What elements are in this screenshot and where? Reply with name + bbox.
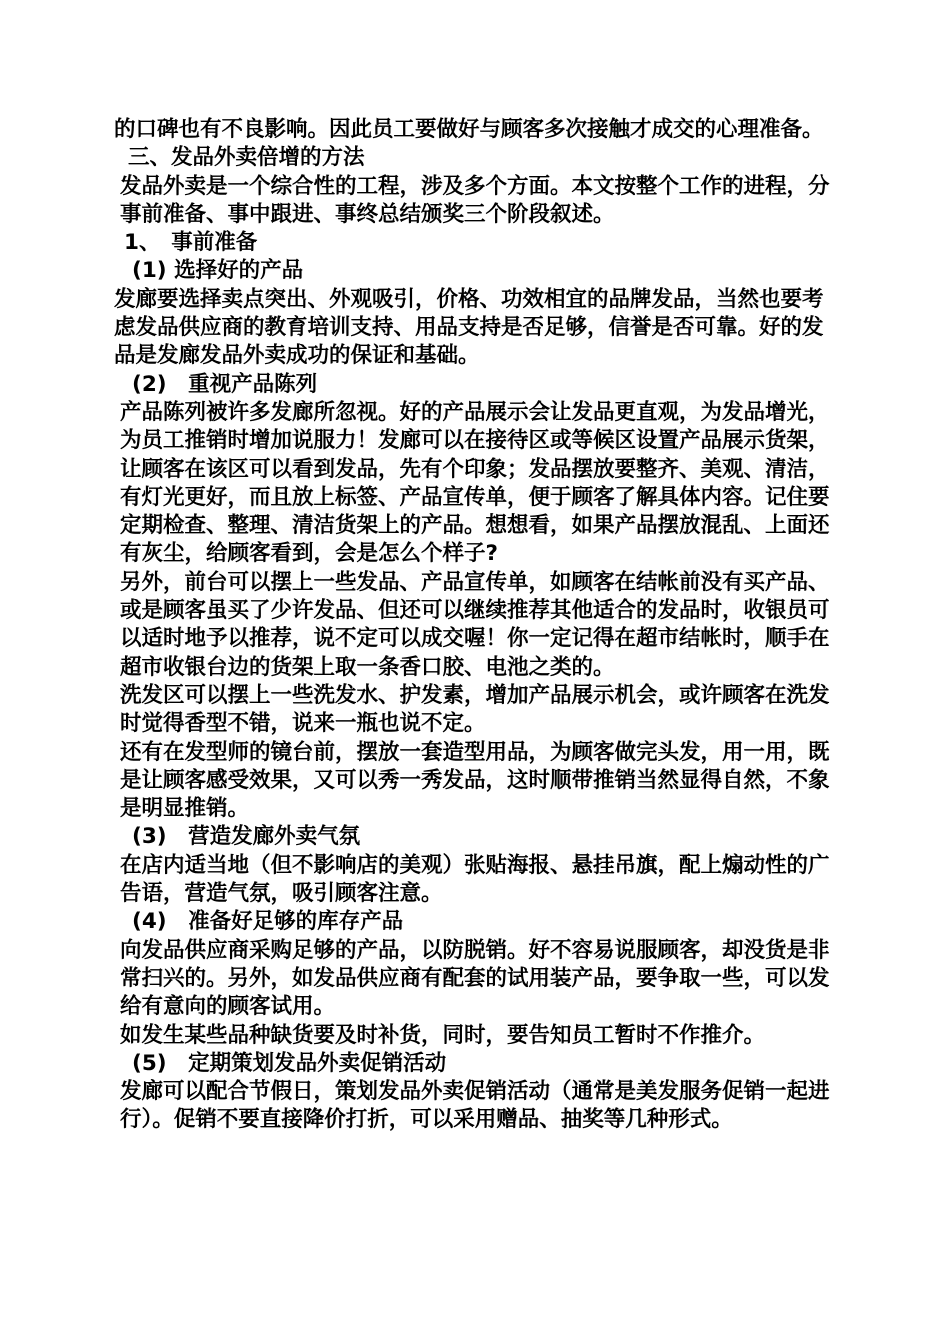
subheading-preparation: 1、 事前准备 [124, 230, 258, 256]
paragraph-mirror-station: 还有在发型师的镜台前，摆放一套造型用品，为顾客做完头发，用一用，既是让顾客感受效果，又可以秀一秀发品，这时顺带推销当然显得自然，不象是明显推销。 [120, 739, 830, 822]
item-heading-3: (3) 营造发廊外卖气氛 [132, 824, 361, 850]
section-heading-three: 三、发品外卖倍增的方法 [128, 145, 365, 171]
paragraph-atmosphere: 在店内适当地（但不影响店的美观）张贴海报、悬挂吊旗，配上煽动性的广告语，营造气氛，吸引顾客注意。 [120, 852, 830, 907]
paragraph-continuation: 的口碑也有不良影响。因此员工要做好与顾客多次接触才成交的心理准备。 [114, 117, 824, 142]
paragraph-promotion: 发廊可以配合节假日，策划发品外卖促销活动（通常是美发服务促销一起进行）。促销不要直接降价打折，可以采用赠品、抽奖等几种形式。 [120, 1079, 830, 1133]
paragraph-wash-area: 洗发区可以摆上一些洗发水、护发素，增加产品展示机会，或许顾客在洗发时觉得香型不错，说来一瓶也说不定。 [120, 682, 830, 737]
paragraph-front-desk: 另外，前台可以摆上一些发品、产品宣传单，如顾客在结帐前没有买产品、或是顾客虽买了少许发品、但还可以继续推荐其他适合的发品时，收银员可以适时地予以推荐，说不定可以成交喔！你一定记得在超市结帐时，顺手在超市收银台边的货架上取一条香口胶、电池之类的。 [120, 569, 830, 680]
item-heading-5: (5) 定期策划发品外卖促销活动 [132, 1050, 447, 1076]
paragraph-restock: 如发生某些品种缺货要及时补货，同时，要告知员工暂时不作推介。 [120, 1022, 766, 1048]
paragraph-product-choice: 发廊要选择卖点突出、外观吸引，价格、功效相宜的品牌发品，当然也要考虑发品供应商的教育培训支持、用品支持是否足够，信誉是否可靠。好的发品是发廊发品外卖成功的保证和基础。 [114, 286, 824, 369]
item-heading-4: (4) 准备好足够的库存产品 [132, 909, 404, 935]
document-page [114, 116, 839, 1135]
paragraph-display: 产品陈列被许多发廊所忽视。好的产品展示会让发品更直观，为发品增光，为员工推销时增加说服力！发廊可以在接待区或等候区设置产品展示货架，让顾客在该区可以看到发品，先有个印象；发品摆放要整齐、美观、清洁，有灯光更好，而且放上标签、产品宣传单，便于顾客了解具体内容。记住要定期检查、整理、清洁货架上的产品。想想看，如果产品摆放混乱、上面还有灰尘，给顾客看到，会是怎么个样子? [120, 399, 830, 567]
paragraph-stock: 向发品供应商采购足够的产品，以防脱销。好不容易说服顾客，却没货是非常扫兴的。另外，如发品供应商有配套的试用装产品，要争取一些，可以发给有意向的顾客试用。 [120, 937, 830, 1020]
item-heading-2: (2) 重视产品陈列 [132, 371, 318, 397]
paragraph-intro: 发品外卖是一个综合性的工程，涉及多个方面。本文按整个工作的进程，分事前准备、事中跟进、事终总结颁奖三个阶段叙述。 [120, 173, 830, 227]
item-heading-1: (1) 选择好的产品 [132, 258, 304, 284]
